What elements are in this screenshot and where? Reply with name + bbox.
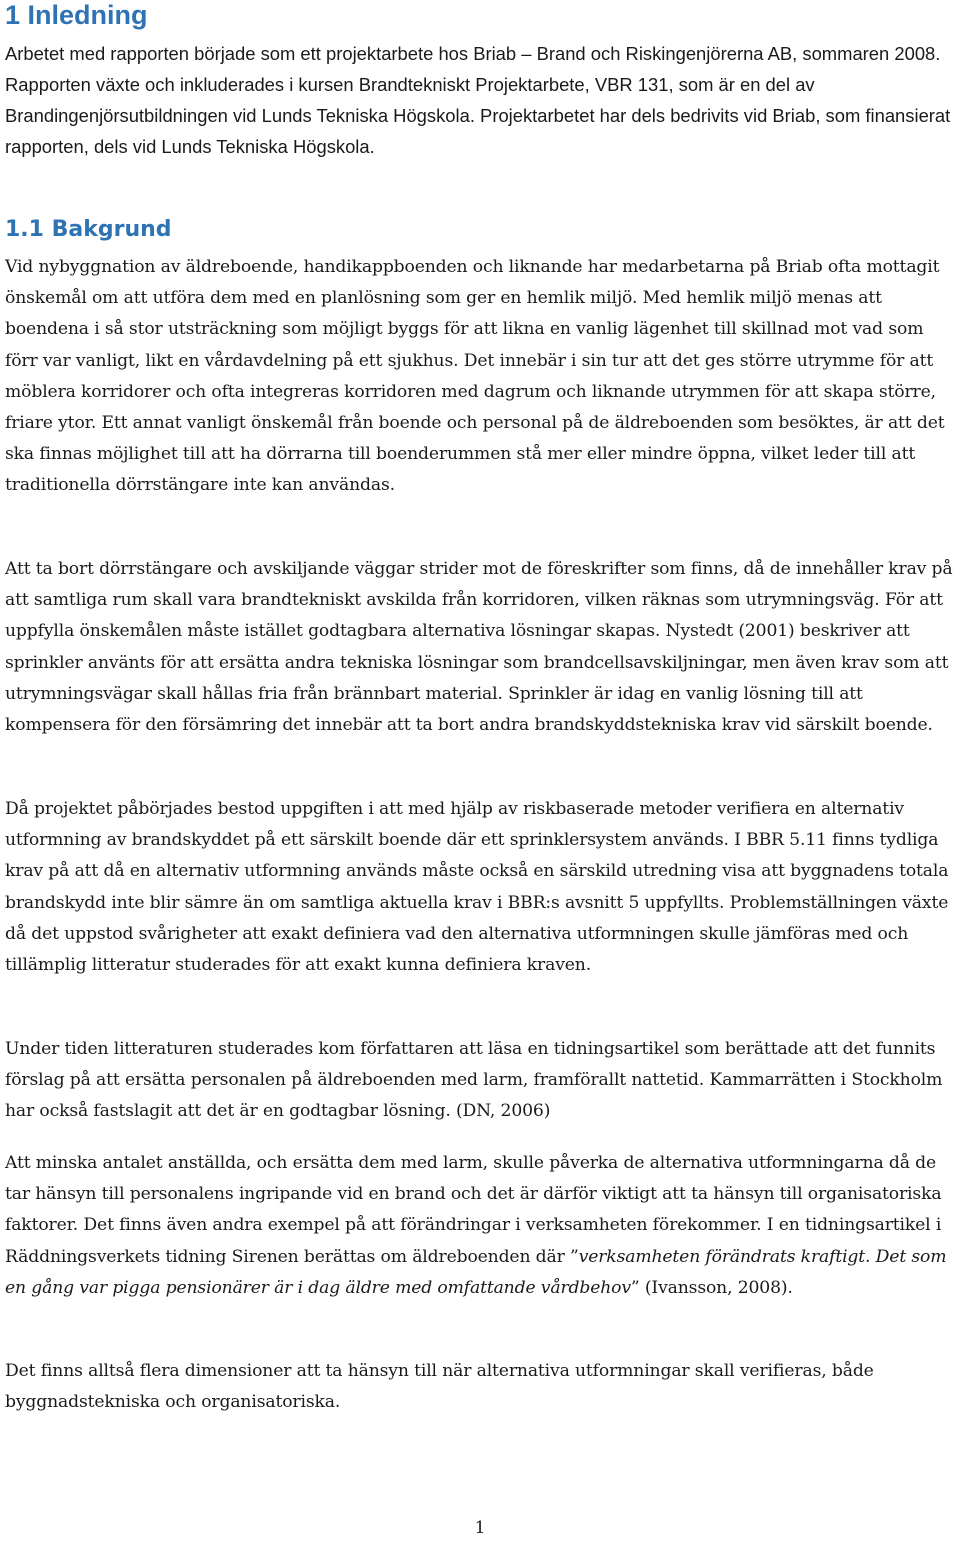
paragraph-project-task: Då projektet påbörjades bestod uppgiften i att med hjälp av riskbaserade metoder verifiera en alternativ utformning av brandskyddet på ett särskilt boende där ett sprinklersystem används. I BBR 5.11 finns tydliga krav på att då en alternativ utformning används måste också en särskild utredning visa att byggnadens totala brandskydd inte blir sämre än om samtliga aktuella krav i BBR:s avsnitt 5 uppfyllts. Problemställningen växte då det uppstod svårigheter att exakt definiera vad den alternativa utformningen skulle jämföras med och tillämplig litteratur studerades för att exakt kunna definiera kraven.	[5, 799, 949, 976]
paragraph-organisational	[5, 1148, 957, 1304]
paragraph-regulations: Att ta bort dörrstängare och avskiljande väggar strider mot de föreskrifter som finns, då de innehåller krav på att samtliga rum skall vara brandtekniskt avskilda från korridoren, vilken räknas som utrymningsväg. För att uppfylla önskemålen måste istället godtagbara alternativa lösningar skapas. Nystedt (2001) beskriver att sprinkler använts för att ersätta andra tekniska lösningar som brandcellsavskiljningar, men även krav som att utrymningsvägar skall hållas fria från brännbart material. Sprinkler är idag en vanlig lösning till att kompensera för den försämring det innebär att ta bort andra brandskyddstekniska krav vid särskilt boende.	[5, 559, 953, 736]
paragraph-literature: Under tiden litteraturen studerades kom författaren att läsa en tidningsartikel som berättade att det funnits förslag på att ersätta personalen på äldreboenden med larm, framförallt nattetid. Kammarrätten i Stockholm har också fastslagit att det är en godtagbar lösning. (DN, 2006)	[5, 1039, 943, 1122]
section-heading: 1.1 Bakgrund	[5, 217, 172, 242]
quote-text: verksamheten förändrats kraftigt. Det som en gång var pigga pensionärer är i dag äldre med omfattande vårdbehov	[5, 1246, 947, 1298]
intro-paragraph: Arbetet med rapporten började som ett projektarbete hos Briab – Brand och Riskingenjörerna AB, sommaren 2008. Rapporten växte och inkluderades i kursen Brandtekniskt Projektarbete, VBR 131, som är en del av Brandingenjörsutbildningen vid Lunds Tekniska Högskola. Projektarbetet har dels bedrivits vid Briab, som finansierat rapporten, dels vid Lunds Tekniska Högskola.	[5, 43, 951, 157]
paragraph-background: Vid nybyggnation av äldreboende, handikappboenden och liknande har medarbetarna på Briab ofta mottagit önskemål om att utföra dem med en planlösning som ger en hemlik miljö. Med hemlik miljö menas att boendena i så stor utsträckning som möjligt byggs för att likna en vanlig lägenhet till skillnad mot vad som förr var vanligt, likt en vårdavdelning på ett sjukhus. Det innebär i sin tur att det ges större utrymme för att möblera korridorer och ofta integreras korridoren med dagrum och liknande utrymmen för att skapa större, friare ytor. Ett annat vanligt önskemål från boende och personal på de äldreboenden som besöktes, är att det ska finnas möjlighet till att ha dörrarna till boenderummen stå mer eller mindre öppna, vilket leder till att traditionella dörrstängare inte kan användas.	[5, 257, 945, 496]
chapter-heading: 1 Inledning	[5, 0, 148, 30]
paragraph-conclusion: Det finns alltså flera dimensioner att ta hänsyn till när alternativa utformningar skall verifieras, både byggnadstekniska och organisatoriska.	[5, 1361, 874, 1413]
paragraph-text: Att minska antalet anställda, och ersätta dem med larm, skulle påverka de alternativa utformningarna då de tar hänsyn till personalens ingripande vid en brand och det är därför viktigt att ta hänsyn till organisatoriska faktorer. Det finns även andra exempel på att förändringar i verksamheten förekommer. I en tidningsartikel i Räddningsverkets tidning Sirenen berättas om äldreboenden där ”	[5, 1153, 942, 1267]
page-number: 1	[474, 1518, 486, 1538]
citation-text: ” (Ivansson, 2008).	[630, 1277, 793, 1298]
